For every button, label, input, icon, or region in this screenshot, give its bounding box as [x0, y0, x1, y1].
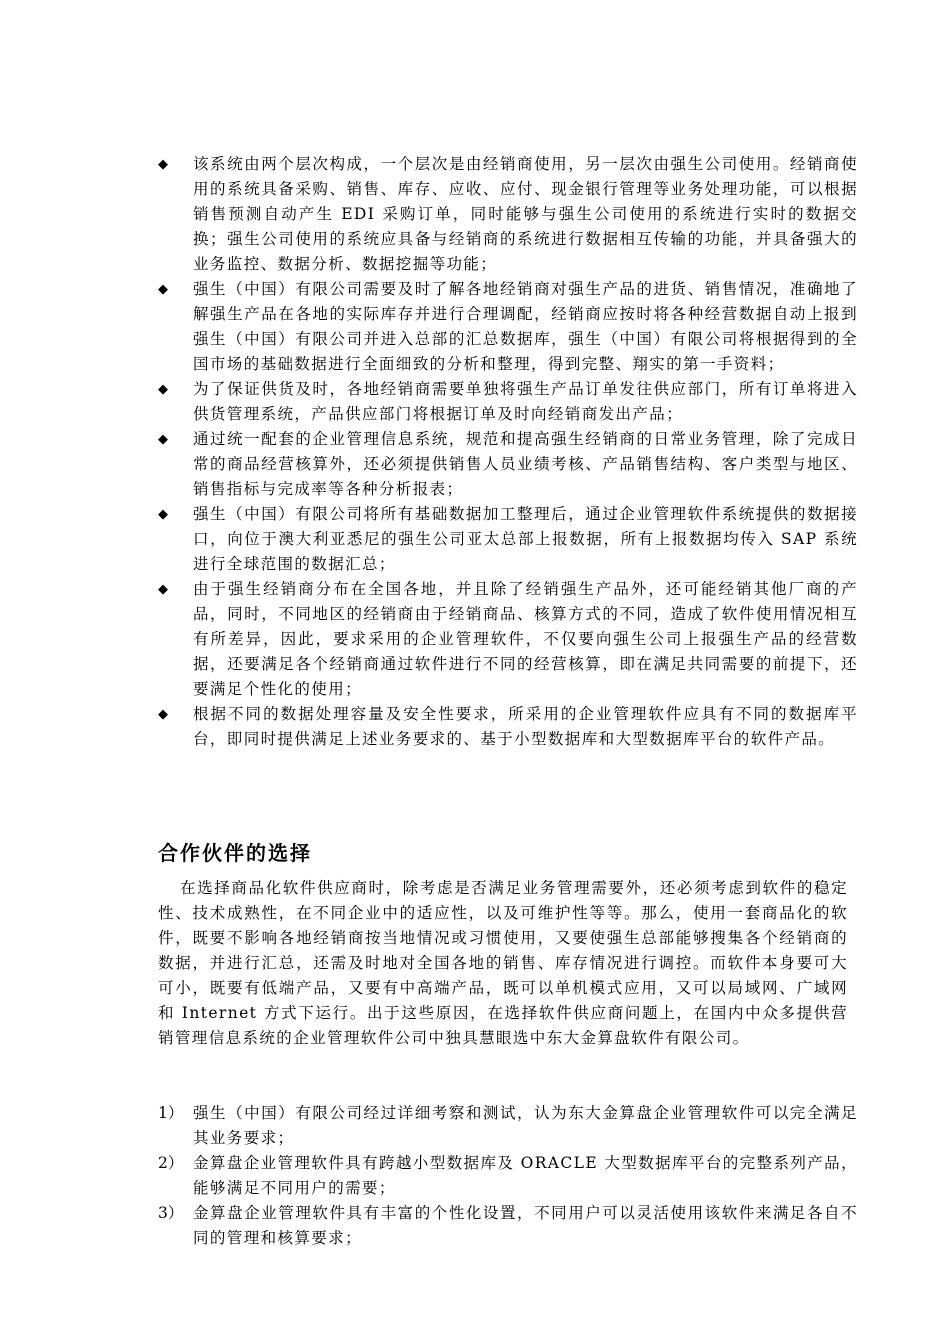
requirements-bullet-list: [158, 152, 858, 752]
bullet-item: [158, 152, 858, 277]
numbered-item: [158, 1151, 858, 1201]
reasons-numbered-list: [158, 1101, 858, 1251]
bullet-text: 通过统一配套的企业管理信息系统，规范和提高强生经销商的日常业务管理，除了完成日常的商品经营核算外，还必须提供销售人员业绩考核、产品销售结构、客户类型与地区、销售指标与完成率等各种分析报表；: [193, 430, 858, 498]
diamond-bullet-icon: ◆: [158, 157, 168, 172]
bullet-text: 根据不同的数据处理容量及安全性要求，所采用的企业管理软件应具有不同的数据库平台，即同时提供满足上述业务要求的、基于小型数据库和大型数据库平台的软件产品。: [193, 705, 858, 748]
numbered-item-text: 金算盘企业管理软件具有跨越小型数据库及 ORACLE 大型数据库平台的完整系列产品，能够满足不同用户的需要；: [193, 1154, 858, 1197]
numbered-item-text: 金算盘企业管理软件具有丰富的个性化设置，不同用户可以灵活使用该软件来满足各自不同的管理和核算要求；: [193, 1204, 858, 1247]
bullet-item: [158, 702, 858, 752]
diamond-bullet-icon: ◆: [158, 507, 168, 522]
item-number: 1）: [158, 1104, 184, 1122]
bullet-item: [158, 427, 858, 502]
diamond-bullet-icon: ◆: [158, 707, 168, 722]
diamond-bullet-icon: ◆: [158, 282, 168, 297]
numbered-item: [158, 1101, 858, 1151]
numbered-item-text: 强生（中国）有限公司经过详细考察和测试，认为东大金算盘企业管理软件可以完全满足其业务要求；: [193, 1104, 858, 1147]
diamond-bullet-icon: ◆: [158, 382, 168, 397]
bullet-text: 由于强生经销商分布在全国各地，并且除了经销强生产品外，还可能经销其他厂商的产品，同时，不同地区的经销商由于经销商品、核算方式的不同，造成了软件使用情况相互有所差异，因此，要求采用的企业管理软件，不仅要向强生公司上报强生产品的经营数据，还要满足各个经销商通过软件进行不同的经营核算，即在满足共同需要的前提下，还要满足个性化的使用；: [193, 580, 858, 698]
numbered-item: [158, 1201, 858, 1251]
bullet-text: 为了保证供货及时，各地经销商需要单独将强生产品订单发往供应部门，所有订单将进入供货管理系统，产品供应部门将根据订单及时向经销商发出产品；: [193, 380, 858, 423]
bullet-item: [158, 577, 858, 702]
section-heading: 合作伙伴的选择: [158, 841, 312, 865]
bullet-text: 强生（中国）有限公司将所有基础数据加工整理后，通过企业管理软件系统提供的数据接口，向位于澳大利亚悉尼的强生公司亚太总部上报数据，所有上报数据均传入 SAP 系统进行全球范围的数据汇总；: [193, 505, 858, 573]
diamond-bullet-icon: ◆: [158, 582, 168, 597]
item-number: 3）: [158, 1204, 184, 1222]
bullet-text: 强生（中国）有限公司需要及时了解各地经销商对强生产品的进货、销售情况，准确地了解强生产品在各地的实际库存并进行合理调配，经销商应按时将各种经营数据自动上报到强生（中国）有限公司并进入总部的汇总数据库，强生（中国）有限公司将根据得到的全国市场的基础数据进行全面细致的分析和整理，得到完整、翔实的第一手资料；: [193, 280, 858, 373]
diamond-bullet-icon: ◆: [158, 432, 168, 447]
item-number: 2）: [158, 1154, 184, 1172]
bullet-item: [158, 277, 858, 377]
bullet-item: [158, 502, 858, 577]
intro-paragraph: 在选择商品化软件供应商时，除考虑是否满足业务管理需要外，还必须考虑到软件的稳定性、技术成熟性，在不同企业中的适应性，以及可维护性等等。那么，使用一套商品化的软件，既要不影响各地经销商按当地情况或习惯使用，又要使强生总部能够搜集各个经销商的数据，并进行汇总，还需及时地对全国各地的销售、库存情况进行调控。而软件本身要可大可小，既要有低端产品，又要有中高端产品，既可以单机模式应用，又可以局域网、广域网和 Internet 方式下运行。出于这些原因，在选择软件供应商问题上，在国内中众多提供营销管理信息系统的企业管理软件公司中独具慧眼选中东大金算盘软件有限公司。: [158, 879, 848, 1047]
bullet-item: [158, 377, 858, 427]
bullet-text: 该系统由两个层次构成，一个层次是由经销商使用，另一层次由强生公司使用。经销商使用的系统具备采购、销售、库存、应收、应付、现金银行管理等业务处理功能，可以根据销售预测自动产生 EDI 采购订单，同时能够与强生公司使用的系统进行实时的数据交换；强生公司使用的系统应具备与经销商的系统进行数据相互传输的功能，并具备强大的业务监控、数据分析、数据挖掘等功能；: [193, 155, 858, 273]
